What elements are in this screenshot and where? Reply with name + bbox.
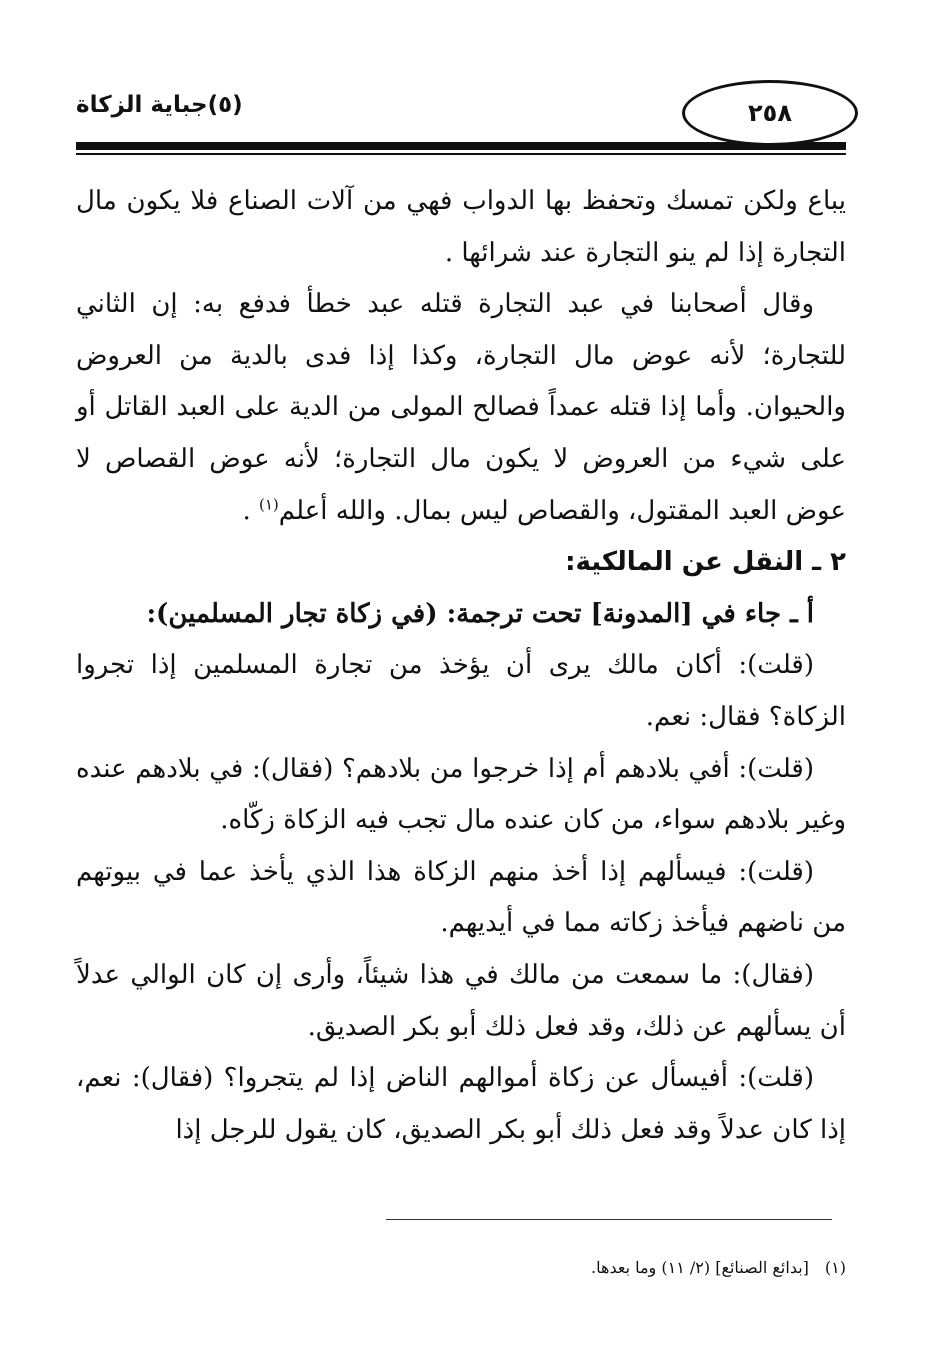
answer-4: (فقال): ما سمعت من مالك في هذا شيئاً، وأرى إن كان الوالي عدلاً أن يسألهم عن ذلك، وقد فعل ذلك أبو بكر الصديق. xyxy=(76,959,846,1042)
footnote-reference: (١) xyxy=(259,494,279,513)
footnote-number: (١) xyxy=(824,1258,846,1277)
body-text xyxy=(76,176,846,1156)
question-3: (قلت): فيسألهم إذا أخذ منهم الزكاة هذا الذي يأخذ عما في بيوتهم من ناضهم فيأخذ زكاته مما في أيديهم. xyxy=(76,856,846,939)
footnote xyxy=(591,1258,846,1277)
footnote-text: [بدائع الصنائع] (٢/ ١١) وما بعدها. xyxy=(591,1258,809,1277)
paragraph-2-end: . xyxy=(242,495,259,526)
question-2: (قلت): أفي بلادهم أم إذا خرجوا من بلادهم؟ (فقال): في بلادهم عنده وغير بلادهم سواء، من كان عنده مال تجب فيه الزكاة زكّاه. xyxy=(76,753,846,836)
page-header xyxy=(76,72,846,162)
paragraph-2 xyxy=(76,279,846,537)
paragraph-2-text: وقال أصحابنا في عبد التجارة قتله عبد خطأ فدفع به: إن الثاني للتجارة؛ لأنه عوض مال التجارة، وكذا إذا فدى بالدية من العروض والحيوان. وأما إذا قتله عمداً فصالح المولى من الدية على العبد القاتل أو على شيء من العروض لا يكون مال التجارة؛ لأنه عوض القصاص لا عوض العبد المقتول، والقصاص ليس بمال. والله أعلم xyxy=(76,289,846,526)
paragraph-1: يباع ولكن تمسك وتحفظ بها الدواب فهي من آلات الصناع فلا يكون مال التجارة إذا لم ينو التجارة عند شرائها . xyxy=(76,186,846,268)
section-heading: ٢ ـ النقل عن المالكية: xyxy=(565,547,846,578)
page-number: ٢٥٨ xyxy=(682,80,858,146)
question-1: (قلت): أكان مالك يرى أن يؤخذ من تجارة المسلمين إذا تجروا الزكاة؟ فقال: نعم. xyxy=(76,650,846,732)
footnote-separator xyxy=(386,1219,832,1220)
subsection-heading: أ ـ جاء في [المدونة] تحت ترجمة: (في زكاة تجار المسلمين): xyxy=(146,598,814,629)
header-rule-thin xyxy=(76,153,846,155)
running-title: (٥)جباية الزكاة xyxy=(76,92,243,118)
question-5: (قلت): أفيسأل عن زكاة أموالهم الناض إذا لم يتجروا؟ (فقال): نعم، إذا كان عدلاً وقد فعل ذلك أبو بكر الصديق، كان يقول للرجل إذا xyxy=(76,1063,846,1145)
header-rule-thick xyxy=(76,142,846,150)
